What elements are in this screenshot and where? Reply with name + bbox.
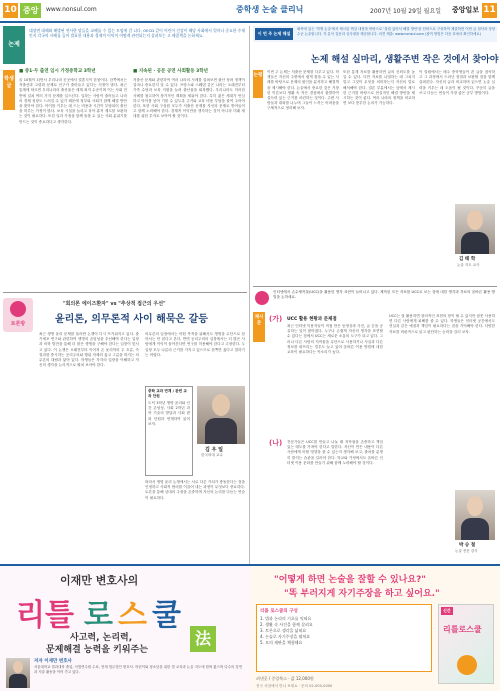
- masthead-rule: [0, 21, 500, 23]
- author-photo: [197, 386, 245, 444]
- book-cover: [438, 604, 494, 684]
- author-affiliation: 한국외대 교수: [201, 453, 223, 457]
- paper-name: 중앙일보: [452, 6, 480, 14]
- commentary-banner: [253, 26, 497, 42]
- face-shape: [467, 496, 483, 516]
- commentary-banner-text: 좌측에 있는 '학생 논술'에서 제시된 핵심 내용을 바탕으로 '물집 있어서 해결 방안'을 단락으로 구성하여 제출하면 이번 글 첨삭과 상당 수준 논술합니다. 각 분석 질문과 심사평을 제공합니다. 의견 제출: www.nonsul.com (참여 방법은 다음 호에서 확인하세요): [297, 27, 495, 36]
- debate-text-1: 최근 생명 윤리 문제를 둘러싼 논쟁이 다시 뜨거워지고 있다. 줄기세포 연구와 관련하여 생명의 존엄성을 우선해야 한다는 입장과 의학 발전을 통해 더 많은 생명을 구해야 한다는 입장이 맞서고 있다. 이 논쟁은 오래전부터 이어져 온 윤리학의 두 흐름, 즉 결과를 중시하는 공리주의와 행위 자체의 옳고 그름을 따지는 의무론의 대립과 닮아 있다. 학생들은 각각의 입장을 이해하고 자신의 생각을 논리적으로 펼쳐 보아야 한다.: [39, 332, 139, 368]
- law-badge: 法: [190, 626, 216, 652]
- columnist-name: 김 태 학: [459, 257, 476, 262]
- topic-intro: 대장면 대해와 해방된 연사한 말들을 교해를 수 있는 모임에 갈 니다. OECD 같이 어린이 건강이 해당 사회에서 얼마나 중요한 주제인지 각국의 사례를 들어 발표한 내용과 경제적 이익이 어떻게 관련되는지 살펴보는 고 해결책을 논하세요.: [29, 28, 245, 39]
- curriculum-heading: 중학 교과 연계 / 관련 교과 단원: [148, 389, 187, 398]
- student-tag: 학생 글: [3, 70, 15, 110]
- section-rule: [3, 292, 247, 293]
- ad-info-item: 4. 논술로 자기주장을 펼쳐요: [260, 634, 311, 639]
- part-b-text: 전문가들은 UCC를 만들고 나눌 때 저작권을 존중하고 책임 있는 태도를 가져야 한다고 말한다. 자신이 만든 내용이 다른 사람에게 어떤 영향을 줄 수 있는지 생각해 보고, 출처를 분명히 밝히는 습관을 길러야 한다. 학교와 가정에서도 올바른 인터넷 이용 문화를 만들기 위해 함께 노력해야 할 것이다.: [287, 440, 383, 465]
- ad-info-heading: 리틀 로스쿨의 구성: [260, 609, 298, 614]
- face-shape: [13, 661, 23, 673]
- page-number-right: 11: [482, 3, 497, 18]
- instructor-name: 박 승 철: [459, 543, 476, 548]
- ad-profile-heading: 저자 이재만 변호사: [34, 659, 72, 664]
- student-2-text: 저출산 문제와 관련하여 여러 나라의 사례를 살펴보면 출산 장려 정책이 얼마나 중요한지 알 수 있다. 프랑스와 스웨덴 같은 나라는 오래전부터 가족 수당과 보육 지원을 늘려 출산율을 회복했다. 우리나라도 이러한 사례를 참고하여 장기적인 계획을 세워야 한다. 특히 젊은 세대가 안심하고 아이를 낳아 기를 수 있도록 주거와 교육 비용 부담을 줄여 주어야 한다. 또한 사회 구성원 모두가 저출산 문제를 자신의 문제로 받아들이고 함께 노력해야 한다. 경제적 이익만을 생각하는 것이 아니라 미래 세대를 위한 투자로 보아야 할 것이다.: [133, 78, 245, 119]
- body-shape: [461, 232, 489, 254]
- masthead: [0, 0, 500, 22]
- part-b-label: (나): [269, 439, 283, 447]
- book-badge: 신간: [443, 608, 451, 613]
- passage-tag: 제시문: [253, 312, 265, 342]
- curriculum-text: 도덕 3학년 생명 윤리와 인간 존엄성, 사회 2학년 과학 기술의 발달과 사회 변화 단원과 연계하여 읽어 보자.: [148, 401, 190, 426]
- ad-subtitle-1: 사고력, 논리력,: [70, 633, 133, 643]
- commentary-text-1: 이번 주 논제는 저출산 문제를 다루고 있다. 학생들은 자신의 주변에서 쉽게 찾을 수 있는 사례를 바탕으로 문제의 원인을 분석하고 해결책을 제시해야 한다. 논술에서 중요한 것은 거창한 이론보다 생활 속 작은 경험에서 출발하여 설득력 있는 근거를 마련하는 것이다. 주변 사람들과 대화를 나누며 그들이 느끼는 어려움을 구체적으로 정리해 보자.: [267, 70, 339, 111]
- center-divider: [249, 26, 250, 586]
- brand-logo-left: 중앙: [20, 3, 41, 18]
- ad-quote-2: "똑 부러지게 자기주장을 하고 싶어요.": [284, 589, 440, 599]
- curriculum-box: [145, 386, 193, 476]
- ad-info-item: 3. 토론으로 생각을 넓혀요: [260, 628, 307, 633]
- face-shape: [467, 210, 483, 230]
- commentary-tag: 논평: [253, 70, 263, 98]
- ad-info-item: 5. 모의 재판을 체험해요: [260, 640, 303, 645]
- ad-book-title: [16, 590, 246, 633]
- commentary-banner-tag: 이 번 주 논제 해설: [255, 28, 293, 40]
- debate-icon: [10, 301, 26, 317]
- book-cover-title: 리틀로스쿨: [443, 625, 482, 634]
- debate-text-3: 따라서 생명 윤리 논쟁에서는 서로 다른 가치가 충돌한다는 점을 인정하고 사회적 합의를 이끌어 내는 과정이 무엇보다 중요하다. 토론을 통해 상대의 주장을 존중하며 자신의 논리를 다듬는 연습이 필요하다.: [145, 480, 245, 500]
- topic-text-3: UCC는 잘 활용하면 창의적인 표현의 장이 될 수 있지만 잘못 사용하면 다른 사람에게 피해를 줄 수 있다. 학생들은 인터넷 공간에서도 현실과 같은 예절과 책임이 필요하다는 점을 기억해야 한다. 다양한 자료를 비판적으로 읽고 판단하는 능력을 길러 보자.: [389, 314, 495, 334]
- ad-info-box: [256, 604, 432, 672]
- title-part-4: 쿨: [152, 598, 181, 633]
- face-shape: [212, 394, 230, 416]
- ad-info-item: 1. 법과 논리의 기초를 익혀요: [260, 616, 312, 621]
- part-a-title: UCC 활용 현황과 문제점: [287, 317, 337, 322]
- debate-tag-box: [3, 298, 33, 332]
- columnist-affiliation: 논술 지도 교사: [457, 263, 480, 267]
- book-cover-illustration: [457, 655, 477, 675]
- ad-footer-text: 전국 서점에서 만나 보세요 · 문의 02-000-0000: [256, 684, 333, 688]
- issue-date: 2007년 10월 29일 월요일: [370, 8, 442, 15]
- student-1-heading: ■ 중1·두 출연 임시 가정중학교 3학년: [19, 69, 96, 74]
- debate-text-2: 의무론의 입장에서는 어떤 목적을 위해서도 생명을 수단으로 삼아서는 안 된다고 본다. 반면 공리주의의 입장에서는 더 많은 사람에게 이익이 돌아간다면 연구를 허용해야 한다고 주장한다. 두 입장 모두 나름의 근거를 가지고 있으므로 한쪽만 옳다고 말하기는 어렵다.: [145, 332, 245, 357]
- topic-banner-text: 인터넷에서 손수제작물(UCC)을 활용한 생각 표현이 늘어나고 있다. 제작된 모든 자료를 UCC로 보는 것에 대한 생각과 자료의 올바른 활용 방법을 논하세요.: [273, 290, 495, 299]
- title-part-1: 리틀: [16, 598, 74, 633]
- debate-tag: 토론방: [10, 321, 26, 327]
- ad-right-panel: [250, 566, 500, 691]
- title-part-3: 스: [118, 598, 147, 633]
- instructor-affiliation: 논술 전문 강사: [455, 549, 478, 553]
- ad-profile-text: 서울대학교 법과대학 졸업, 사법연수원 수료, 현재 법무법인 변호사. 어린이와 청소년을 위한 법 교육과 논술 지도에 힘써 왔으며 다수의 강연과 저술 활동을 이어 가고 있다.: [34, 665, 242, 674]
- commentary-section: [253, 26, 497, 284]
- title-part-2: 로: [84, 598, 113, 633]
- debate-kicker: "회의론 에이즈환자" vs "추상적 접근의 우선": [63, 301, 166, 307]
- body-shape: [9, 674, 27, 688]
- instructor-photo: [455, 490, 495, 540]
- topic-section: [253, 286, 497, 562]
- part-a-text: 최근 인터넷 이용자들이 직접 만든 동영상과 사진, 글 등을 공유하는 일이 많아졌다. 누구나 손쉽게 자신의 생각을 표현할 수 있다는 점에서 UCC는 새로운 소통의 도구가 되고 있다. 그러나 다른 사람의 저작물을 무단으로 사용하거나 사실과 다른 정보를 퍼뜨리는 경우도 늘고 있어 올바른 이용 방법에 대한 교육이 필요하다는 목소리가 높다.: [287, 324, 383, 355]
- debate-headline: 윤리론, 의무론적 사이 해묵은 갈등: [55, 314, 208, 325]
- body-shape: [461, 518, 489, 540]
- student-1-text: 올 10월이 되면서 우리나라 곳곳에서 결혼식이 한창이다. 한쪽에서는 저출산과 고령화 문제로 인구가 줄어들고 있다는 걱정이 많다. 최근 통계에 따르면 우리나라의 출산율은 세계 최저 수준이며 이는 사회 전반에 걸쳐 여러 가지 문제를 일으킨다. 일하는 사람이 줄어들고 나라의 경제 성장도 느려질 수 있기 때문에 정부와 사회가 함께 해결 방안을 찾아야 한다. 아이를 키우는 데 드는 비용과 시간이 부담되어 출산을 미루는 가정이 많다. 보육 시설을 늘리고 육아 휴직 제도를 보완하는 것이 필요하다. 또한 일과 가정을 함께 돌볼 수 있는 사회 분위기를 만드는 것이 중요하다고 생각한다.: [19, 78, 127, 124]
- site-url[interactable]: www.nonsul.com: [46, 6, 97, 13]
- commentary-text-3: 이 칼럼에서는 매주 중학생들이 쓴 글을 첨삭하고 그 과정에서 드러난 장점과 보완할 점을 함께 살펴본다. 자신의 글과 비교하며 읽으면 논술 실력을 키우는 데 도움이 될 것이다. 꾸준히 글을 쓰고 다듬는 연습이 가장 좋은 공부 방법이다.: [419, 70, 495, 95]
- ad-author-photo: [6, 658, 30, 688]
- ad-subtitle-2: 문제해결 능력을 키워주는: [46, 645, 148, 655]
- topic-banner-icon: [255, 291, 269, 305]
- ad-quote-1: "어떻게 하면 논술을 잘할 수 있나요?": [274, 575, 426, 585]
- body-shape: [205, 418, 237, 444]
- student-2-heading: ■ 지속된 · 공문 공연 사회활동 3학년: [133, 69, 209, 74]
- topic-tag: 논제: [3, 26, 25, 64]
- ad-info-item: 2. 생활 속 사건을 함께 살펴요: [260, 622, 313, 627]
- columnist-photo: [455, 204, 495, 254]
- ad-author-line: 이재만 변호사의: [60, 574, 139, 587]
- author-name: 김 우 일: [205, 447, 223, 453]
- topic-banner: [253, 286, 497, 308]
- commentary-text-2: 또한 통계 자료를 활용하면 글의 신뢰도를 높일 수 있다. 다만 자료를 나열하는 데 그치지 말고 그것이 무엇을 의미하는지 자신의 말로 해석해야 한다. 결론 부분에서는 앞에서 제시한 근거를 바탕으로 현실적인 해결 방안을 제시하는 것이 좋다. 여러 나라의 정책을 비교하면 보다 풍부한 논의가 가능하다.: [343, 70, 415, 106]
- ad-publisher-line: 펴낸곳 / 중앙북스 · 값 12,000원: [256, 676, 314, 681]
- section-title: 중학생 논술 클리닉: [236, 5, 304, 14]
- debate-section: [3, 292, 247, 560]
- page-number-left: 10: [3, 3, 18, 18]
- ad-info-list: [260, 616, 428, 646]
- part-a-label: (가): [269, 315, 283, 323]
- ad-left-panel: [0, 566, 250, 691]
- student-essay-section: [3, 26, 247, 288]
- commentary-headline: 논제 해설 실마리, 생활주변 작은 것에서 찾아야: [311, 55, 499, 65]
